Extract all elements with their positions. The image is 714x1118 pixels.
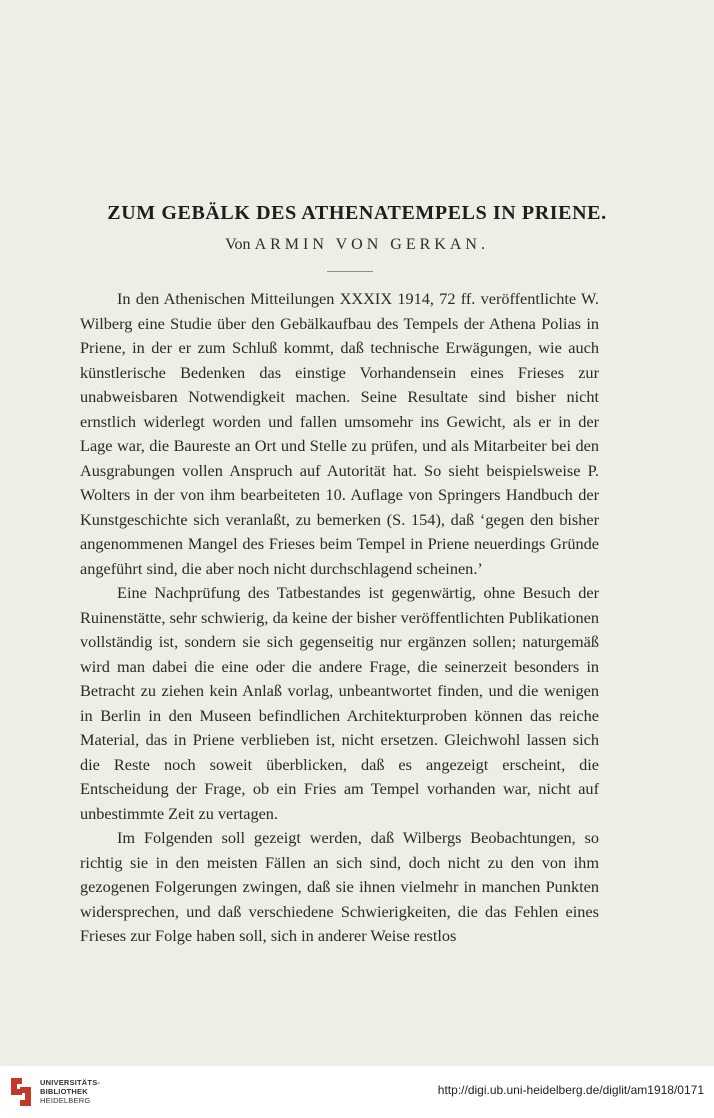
library-name-line-2: BIBLIOTHEK [40,1087,88,1096]
paragraph-1: In den Athenischen Mitteilungen XXXIX 1914, 72 ff. veröffentlichte W. Wilberg eine Studie über den Gebälkaufbau des Tempels der Athena Polias in Priene, in der er zum Schluß kommt, daß technische Erwägungen, wie auch künstlerische Bedenken das einstige Vorhandensein eines Frieses zur unabweisbaren Notwendigkeit machen. Seine Resultate sind bisher nicht ernstlich widerlegt worden und fallen umsomehr ins Gewicht, als er in der Lage war, die Baureste an Ort und Stelle zu prüfen, und als Mitarbeiter bei den Ausgrabungen vollen Anspruch auf Autorität hat. So sieht beispielsweise P. Wolters in der von ihm bearbeiteten 10. Auflage von Springers Handbuch der Kunstgeschichte sich veranlaßt, zu bemerken (S. 154), daß ‘gegen den bisher angenommenen Mangel des Frieses beim Tempel in Priene neuerdings Gründe angeführt sind, die aber noch nicht durchschlagend scheinen.’ [80,289,599,578]
article-byline [0,236,714,254]
heidelberg-library-logo-icon[interactable] [8,1075,34,1109]
paragraph-3: Im Folgenden soll gezeigt werden, daß Wilbergs Beobachtungen, so richtig sie in den meisten Fällen an sich sind, doch nicht zu den von ihm gezogenen Folgerungen zwingen, daß sie ihnen vielmehr in manchen Punkten widersprechen, und daß verschiedene Schwierigkeiten, die das Fehlen eines Frieses zur Folge haben soll, sich in anderer Weise restlos [80,828,599,945]
title-divider [327,271,373,272]
digitization-footer [0,1066,714,1118]
library-name-line-1: UNIVERSITÄTS- [40,1078,101,1087]
author-name: ARMIN VON GERKAN. [254,236,489,253]
permalink-url[interactable]: http://digi.ub.uni-heidelberg.de/diglit/am1918/0171 [437,1083,704,1097]
paragraph-2: Eine Nachprüfung des Tatbestandes ist gegenwärtig, ohne Besuch der Ruinenstätte, sehr schwierig, da keine der bisher veröffentlichten Publikationen vollständig ist, sondern sie sich gegenseitig nur ergänzen sollen; naturgemäß wird man dabei die eine oder die andere Frage, die seinerzeit besonders in Betracht zu ziehen kein Anlaß vorlag, unbeantwortet finden, und die wenigen in Berlin in den Museen befindlichen Architekturproben können das reiche Material, das in Priene verblieben ist, nicht ersetzen. Gleichwohl lassen sich die Reste noch soweit überblicken, daß es angezeigt erscheint, die Entscheidung der Frage, ob ein Fries am Tempel vorhanden war, nicht auf unbestimmte Zeit zu vertagen. [80,583,599,823]
library-name-line-3: HEIDELBERG [40,1096,91,1105]
library-name [40,1078,100,1105]
article-body [80,287,599,949]
article-title: ZUM GEBÄLK DES ATHENATEMPELS IN PRIENE. [107,202,607,224]
byline-prefix: Von [225,236,251,253]
